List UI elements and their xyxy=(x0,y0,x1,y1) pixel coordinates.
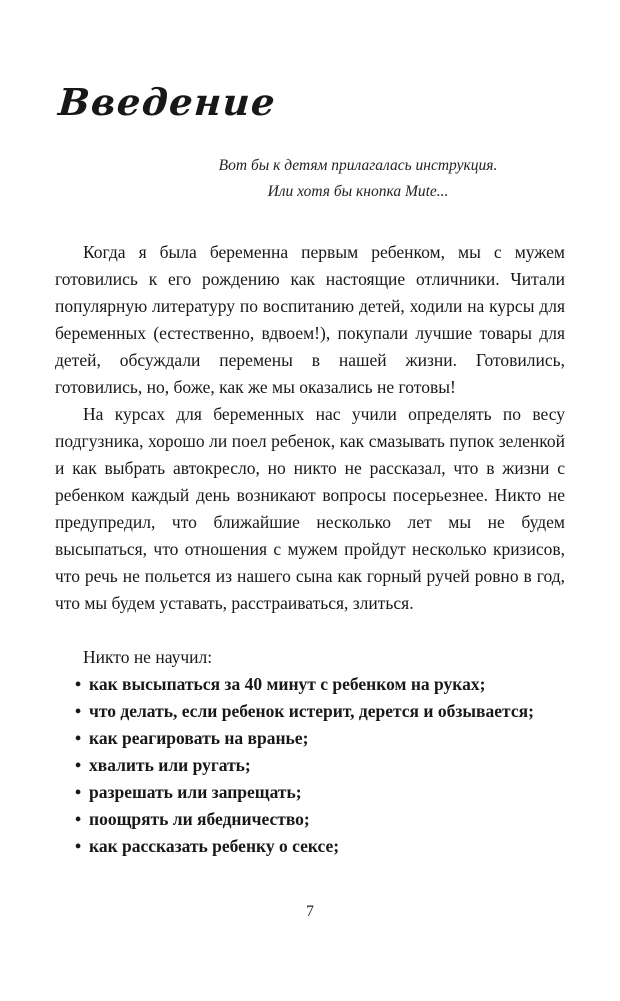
paragraph-2: На курсах для беременных нас учили определять по весу подгузника, хорошо ли поел ребенок, как смазывать пупок зеленкой и как выбрать автокресло, но никто не рассказал, что в жизни с ребенком каждый день возникают вопросы посерьезнее. Никто не предупредил, что ближайшие несколько лет мы не будем высыпаться, что отношения с мужем пройдут несколько кризисов, что речь не польется из нашего сына как горный ручей ровно в год, что мы будем уставать, расстраиваться, злиться. xyxy=(55,403,565,613)
list-item xyxy=(75,671,565,698)
list-item-text: поощрять ли ябедничество; xyxy=(89,808,310,829)
bullet-icon: • xyxy=(75,700,82,721)
chapter-title: Введение xyxy=(56,80,278,124)
paragraph-1: Когда я была беременна первым ребенком, мы с мужем готовились к его рождению как настоящие отличники. Читали популярную литературу по воспитанию детей, ходили на курсы для беременных (естественно, вдвоем!), покупали лучшие товары для детей, обсуждали перемены в нашей жизни. Готовились, готовились, но, боже, как же мы оказались не готовы! xyxy=(55,241,565,397)
bullet-icon: • xyxy=(75,781,82,802)
body-text xyxy=(55,239,565,617)
list-item xyxy=(75,806,565,833)
epigraph-line-2: Или хотя бы кнопка Mute... xyxy=(267,182,449,200)
list-intro: Никто не научил: xyxy=(83,646,213,667)
list-item-text: как высыпаться за 40 минут с ребенком на руках; xyxy=(89,673,486,694)
list-item xyxy=(75,725,565,752)
list-item xyxy=(75,833,565,860)
list-item-text: как рассказать ребенку о сексе; xyxy=(89,835,340,856)
bullet-icon: • xyxy=(75,835,82,856)
list-item xyxy=(75,752,565,779)
list-item xyxy=(75,779,565,806)
page-number: 7 xyxy=(306,903,314,920)
bullet-icon: • xyxy=(75,754,82,775)
epigraph xyxy=(193,153,523,205)
bullet-icon: • xyxy=(75,808,82,829)
bullet-icon: • xyxy=(75,673,82,694)
list-item-text: как реагировать на вранье; xyxy=(89,727,309,748)
epigraph-line-1: Вот бы к детям прилагалась инструкция. xyxy=(218,156,498,174)
bullet-list xyxy=(55,671,565,860)
list-item xyxy=(75,698,565,725)
list-item-text: что делать, если ребенок истерит, дерется и обзывается; xyxy=(89,700,534,721)
list-item-text: хвалить или ругать; xyxy=(89,754,251,775)
list-item-text: разрешать или запрещать; xyxy=(89,781,302,802)
bullet-icon: • xyxy=(75,727,82,748)
